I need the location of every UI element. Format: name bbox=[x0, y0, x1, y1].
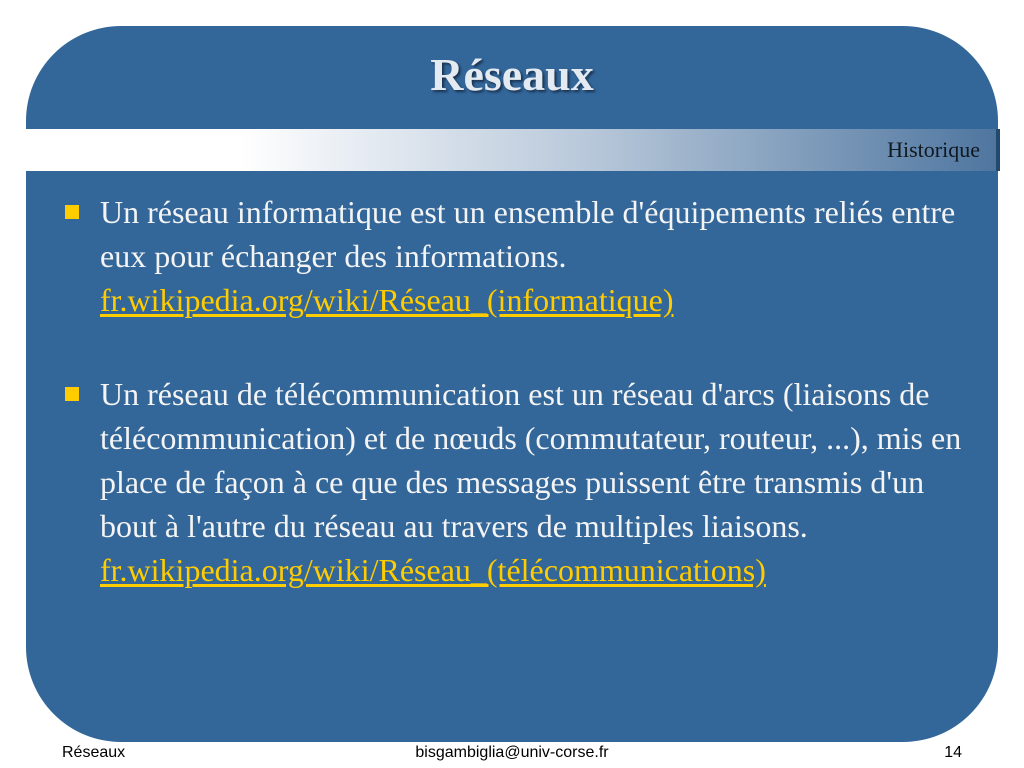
section-label: Historique bbox=[887, 137, 980, 162]
footer-email: bisgambiglia@univ-corse.fr bbox=[415, 744, 609, 761]
page-number: 14 bbox=[944, 744, 962, 761]
square-bullet-icon bbox=[65, 387, 79, 401]
square-bullet-icon bbox=[65, 205, 79, 219]
bullet-list bbox=[60, 190, 980, 592]
bullet-item bbox=[60, 372, 980, 592]
bullet-text: Un réseau de télécommunication est un réseau d'arcs (liaisons de télécommunication) et de nœuds (commutateur, routeur, ...), mis en place de façon à ce que des messages puissent être transmis d'un bout à l'autre du réseau au travers de multiples liaisons. bbox=[100, 376, 962, 544]
slide-title: Réseaux bbox=[430, 49, 594, 100]
wikipedia-link[interactable]: fr.wikipedia.org/wiki/Réseau_(télécommunications) bbox=[100, 552, 766, 588]
wikipedia-link[interactable]: fr.wikipedia.org/wiki/Réseau_(informatique) bbox=[100, 282, 674, 318]
bullet-text: Un réseau informatique est un ensemble d'équipements reliés entre eux pour échanger des informations. bbox=[100, 194, 956, 274]
footer-title: Réseaux bbox=[62, 744, 126, 761]
bullet-item bbox=[60, 190, 980, 322]
section-band bbox=[26, 129, 1000, 171]
